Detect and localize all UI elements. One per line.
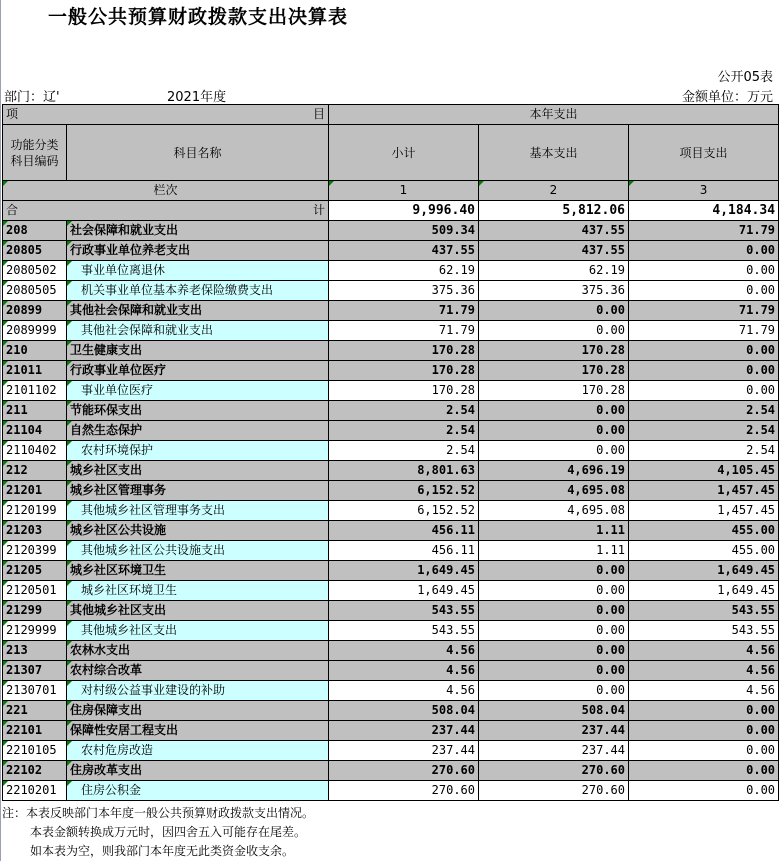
table-row [3,661,779,681]
row-name: 城乡社区环境卫生 [67,561,329,581]
row-name: 农村综合改革 [67,661,329,681]
row-project: 0.00 [629,361,779,381]
year-label: 2021年度 [167,90,227,105]
row-code: 2101102 [3,381,67,401]
row-basic: 170.28 [479,361,629,381]
row-subtotal: 1,649.45 [329,581,479,601]
row-code: 213 [3,641,67,661]
row-project: 1,457.45 [629,481,779,501]
expenditure-table [2,104,779,801]
table-row [3,701,779,721]
row-basic: 237.44 [479,721,629,741]
total-subtotal: 9,996.40 [329,201,479,221]
column-order-label: 栏次 [3,181,329,201]
total-row [3,201,779,221]
row-code: 2120501 [3,581,67,601]
row-basic: 508.04 [479,701,629,721]
row-code: 22101 [3,721,67,741]
row-project: 0.00 [629,241,779,261]
notes [2,804,314,861]
row-code: 2110402 [3,441,67,461]
row-project: 455.00 [629,521,779,541]
unit-label: 金额单位：万元 [681,90,773,105]
row-basic: 4,695.08 [479,501,629,521]
row-code: 2210105 [3,741,67,761]
table-row [3,581,779,601]
table-row [3,221,779,241]
row-project: 71.79 [629,321,779,341]
row-code: 208 [3,221,67,241]
row-subtotal: 543.55 [329,621,479,641]
column-order-3: 3 [629,181,779,201]
row-project: 2.54 [629,401,779,421]
table-row [3,261,779,281]
row-basic: 270.60 [479,781,629,801]
note-line-1: 注：本表反映部门本年度一般公共预算财政拨款支出情况。 [2,806,315,820]
row-project: 4.56 [629,641,779,661]
row-project: 0.00 [629,281,779,301]
row-name: 自然生态保护 [67,421,329,441]
row-subtotal: 270.60 [329,781,479,801]
header-row-1 [3,105,779,125]
table-row [3,381,779,401]
table-row [3,681,779,701]
row-name: 农村危房改造 [67,741,329,761]
row-basic: 0.00 [479,321,629,341]
row-basic: 0.00 [479,641,629,661]
row-basic: 270.60 [479,761,629,781]
table-row [3,441,779,461]
table-row [3,501,779,521]
table-row [3,601,779,621]
row-code: 20899 [3,301,67,321]
row-subtotal: 62.19 [329,261,479,281]
row-name: 保障性安居工程支出 [67,721,329,741]
row-name: 农村环境保护 [67,441,329,461]
row-basic: 170.28 [479,381,629,401]
row-code: 21307 [3,661,67,681]
row-basic: 0.00 [479,601,629,621]
row-name: 卫生健康支出 [67,341,329,361]
table-row [3,741,779,761]
row-subtotal: 1,649.45 [329,561,479,581]
row-subtotal: 4.56 [329,641,479,661]
row-subtotal: 170.28 [329,381,479,401]
row-project: 0.00 [629,381,779,401]
row-name: 社会保障和就业支出 [67,221,329,241]
row-code: 2080502 [3,261,67,281]
row-subtotal: 71.79 [329,321,479,341]
row-basic: 4,695.08 [479,481,629,501]
row-subtotal: 508.04 [329,701,479,721]
row-project: 0.00 [629,701,779,721]
row-name: 机关事业单位基本养老保险缴费支出 [67,281,329,301]
table-row [3,621,779,641]
header-name: 科目名称 [67,125,329,181]
row-name: 城乡社区管理事务 [67,481,329,501]
row-name: 其他社会保障和就业支出 [67,321,329,341]
total-label-left: 合 [6,203,19,217]
row-project: 455.00 [629,541,779,561]
row-name: 其他城乡社区支出 [67,601,329,621]
row-subtotal: 237.44 [329,741,479,761]
row-code: 212 [3,461,67,481]
row-subtotal: 4.56 [329,661,479,681]
row-basic: 237.44 [479,741,629,761]
row-code: 21011 [3,361,67,381]
header-item-left: 项 [6,107,19,121]
column-order-2: 2 [479,181,629,201]
row-code: 21299 [3,601,67,621]
row-project: 543.55 [629,621,779,641]
row-subtotal: 6,152.52 [329,501,479,521]
row-code: 2089999 [3,321,67,341]
table-row [3,561,779,581]
row-code: 21205 [3,561,67,581]
row-subtotal: 170.28 [329,341,479,361]
row-name: 其他社会保障和就业支出 [67,301,329,321]
header-code-line2: 科目编码 [10,153,59,168]
table-row [3,461,779,481]
note-line-3: 如本表为空，则我部门本年度无此类资金收支余。 [30,844,295,858]
row-basic: 1.11 [479,521,629,541]
row-code: 2120399 [3,541,67,561]
table-row [3,281,779,301]
row-basic: 4,696.19 [479,461,629,481]
row-code: 221 [3,701,67,721]
row-code: 22102 [3,761,67,781]
row-subtotal: 543.55 [329,601,479,621]
table-row [3,481,779,501]
row-project: 1,649.45 [629,581,779,601]
left-border [0,0,1,861]
table-row [3,241,779,261]
table-row [3,341,779,361]
row-basic: 437.55 [479,221,629,241]
row-project: 0.00 [629,761,779,781]
row-project: 1,649.45 [629,561,779,581]
row-code: 2130701 [3,681,67,701]
row-code: 21201 [3,481,67,501]
note-line-2: 本表金额转换成万元时，因四舍五入可能存在尾差。 [30,825,307,839]
row-project: 1,457.45 [629,501,779,521]
header-code [3,125,67,181]
row-project: 4,105.45 [629,461,779,481]
row-basic: 375.36 [479,281,629,301]
table-row [3,781,779,801]
table-row [3,521,779,541]
row-basic: 0.00 [479,561,629,581]
row-basic: 62.19 [479,261,629,281]
row-subtotal: 270.60 [329,761,479,781]
table-row [3,721,779,741]
table-row [3,321,779,341]
row-subtotal: 6,152.52 [329,481,479,501]
row-basic: 0.00 [479,621,629,641]
table-row [3,401,779,421]
row-code: 2129999 [3,621,67,641]
row-basic: 0.00 [479,441,629,461]
row-name: 事业单位离退休 [67,261,329,281]
table-row [3,421,779,441]
row-subtotal: 509.34 [329,221,479,241]
row-project: 2.54 [629,441,779,461]
header-basic: 基本支出 [479,125,629,181]
form-number: 公开05表 [717,70,773,85]
row-project: 71.79 [629,221,779,241]
row-code: 211 [3,401,67,421]
row-name: 行政事业单位养老支出 [67,241,329,261]
row-project: 4.56 [629,681,779,701]
row-name: 节能环保支出 [67,401,329,421]
row-code: 21203 [3,521,67,541]
header-project: 项目支出 [629,125,779,181]
row-basic: 0.00 [479,581,629,601]
row-basic: 1.11 [479,541,629,561]
header-code-line1: 功能分类 [10,137,59,152]
row-basic: 0.00 [479,301,629,321]
total-basic: 5,812.06 [479,201,629,221]
row-project: 543.55 [629,601,779,621]
total-project: 4,184.34 [629,201,779,221]
row-project: 71.79 [629,301,779,321]
row-project: 4.56 [629,661,779,681]
row-name: 住房改革支出 [67,761,329,781]
row-subtotal: 456.11 [329,521,479,541]
row-name: 农林水支出 [67,641,329,661]
row-name: 其他城乡社区管理事务支出 [67,501,329,521]
table-row [3,541,779,561]
table-row [3,361,779,381]
table-row [3,761,779,781]
row-code: 2210201 [3,781,67,801]
row-name: 事业单位医疗 [67,381,329,401]
header-subtotal: 小计 [329,125,479,181]
row-subtotal: 8,801.63 [329,461,479,481]
row-basic: 0.00 [479,661,629,681]
row-name: 其他城乡社区公共设施支出 [67,541,329,561]
row-name: 其他城乡社区支出 [67,621,329,641]
row-name: 对村级公益事业建设的补助 [67,681,329,701]
row-name: 住房公积金 [67,781,329,801]
row-project: 0.00 [629,721,779,741]
row-project: 0.00 [629,781,779,801]
row-subtotal: 170.28 [329,361,479,381]
department-label: 部门：辽' [4,90,60,105]
column-order-row [3,181,779,201]
row-subtotal: 71.79 [329,301,479,321]
row-code: 21104 [3,421,67,441]
row-basic: 0.00 [479,401,629,421]
row-project: 0.00 [629,341,779,361]
row-code: 20805 [3,241,67,261]
row-name: 行政事业单位医疗 [67,361,329,381]
row-subtotal: 437.55 [329,241,479,261]
row-subtotal: 4.56 [329,681,479,701]
header-current-year: 本年支出 [329,105,779,125]
page-title: 一般公共预算财政拨款支出决算表 [48,6,349,28]
header-item-right: 目 [312,107,325,121]
row-subtotal: 237.44 [329,721,479,741]
row-basic: 170.28 [479,341,629,361]
row-project: 2.54 [629,421,779,441]
table-row [3,641,779,661]
column-order-1: 1 [329,181,479,201]
row-name: 城乡社区公共设施 [67,521,329,541]
row-basic: 0.00 [479,681,629,701]
row-project: 0.00 [629,261,779,281]
row-subtotal: 2.54 [329,401,479,421]
row-subtotal: 456.11 [329,541,479,561]
row-code: 2120199 [3,501,67,521]
row-name: 城乡社区环境卫生 [67,581,329,601]
row-subtotal: 2.54 [329,441,479,461]
row-subtotal: 375.36 [329,281,479,301]
row-basic: 0.00 [479,421,629,441]
row-project: 0.00 [629,741,779,761]
row-name: 住房保障支出 [67,701,329,721]
table-body [3,105,779,801]
total-label-right: 计 [312,203,325,217]
row-code: 2080505 [3,281,67,301]
row-code: 210 [3,341,67,361]
table-row [3,301,779,321]
header-row-2 [3,125,779,181]
total-label [3,201,329,221]
header-item [3,105,329,125]
row-subtotal: 2.54 [329,421,479,441]
row-name: 城乡社区支出 [67,461,329,481]
row-basic: 437.55 [479,241,629,261]
